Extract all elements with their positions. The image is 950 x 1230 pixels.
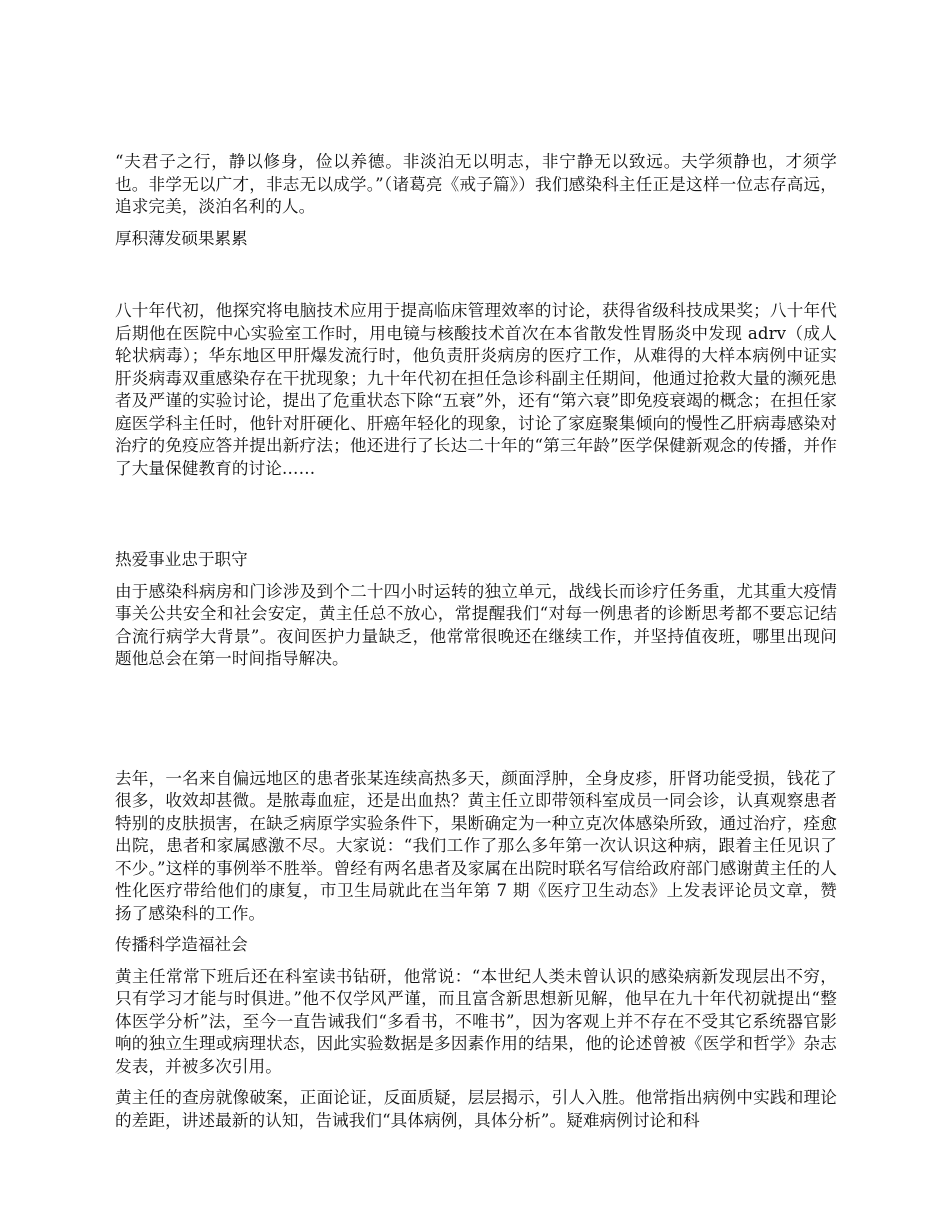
section-heading-achievements: 厚积薄发硕果累累	[115, 228, 248, 248]
spacer	[115, 925, 837, 934]
section-heading-science: 传播科学造福社会	[115, 935, 248, 954]
spacer	[115, 219, 837, 228]
spacer	[115, 250, 837, 300]
spacer	[115, 957, 837, 966]
paragraph-achievements: 八十年代初，他探究将电脑技术应用于提高临床管理效率的讨论，获得省级科技成果奖；八十年代后期他在医院中心实验室工作时，用电镜与核酸技术首次在本省散发性胃肠炎中发现 adrv（成人轮状病毒）；华东地区甲肝爆发流行时，他负责肝炎病房的医疗工作，从难得的大样本病例中证实肝炎病毒双重感染存在干扰现象；九十年代初在担任急诊科副主任期间，他通过抢救大量的濒死患者及严谨的实验讨论，提出了危重状态下除“五衰”外，还有“第六衰”即免疫衰竭的概念；在担任家庭医学科主任时，他针对肝硬化、肝癌年轻化的现象，讨论了家庭聚集倾向的慢性乙肝病毒感染对治疗的免疫应答并提出新疗法；他还进行了长达二十年的“第三年龄”医学保健新观念的传播，并作了大量保健教育的讨论……	[115, 301, 837, 478]
spacer	[115, 671, 837, 768]
document-body	[115, 151, 837, 1132]
spacer	[115, 480, 837, 549]
paragraph-science: 黄主任常常下班后还在科室读书钻研，他常说：“本世纪人类未曾认识的感染病新发现层出不穷，只有学习才能与时俱进。”他不仅学风严谨，而且富含新思想新见解，他早在九十年代初就提出“整体医学分析”法，至今一直告诫我们“多看书，不唯书”，因为客观上并不存在不受其它系统器官影响的独立生理或病理状态，因此实验数据是多因素作用的结果，他的论述曾被《医学和哲学》杂志发表，并被多次引用。	[115, 966, 837, 1076]
paragraph-dedication: 由于感染科病房和门诊涉及到个二十四小时运转的独立单元，战线长而诊疗任务重，尤其重大疫情事关公共安全和社会安定，黄主任总不放心，常提醒我们“对每一例患者的诊断思考都不要忘记结合流行病学大背景”。夜间医护力量缺乏，他常常很晚还在继续工作，并坚持值夜班，哪里出现问题他总会在第一时间指导解决。	[115, 581, 837, 668]
spacer	[115, 1078, 837, 1087]
paragraph-case-story: 去年，一名来自偏远地区的患者张某连续高热多天，颜面浮肿，全身皮疹，肝肾功能受损，钱花了很多，收效却甚微。是脓毒血症，还是出血热？黄主任立即带领科室成员一同会诊，认真观察患者特别的皮肤损害，在缺乏病原学实验条件下，果断确定为一种立克次体感染所致，通过治疗，痊愈出院，患者和家属感激不尽。大家说：“我们工作了那么多年第一次认识这种病，跟着主任见识了不少。”这样的事例举不胜举。曾经有两名患者及家属在出院时联名写信给政府部门感谢黄主任的人性化医疗带给他们的康复，市卫生局就此在当年第 7 期《医疗卫生动态》上发表评论员文章，赞扬了感染科的工作。	[115, 768, 837, 923]
paragraph-rounds: 黄主任的查房就像破案，正面论证，反面质疑，层层揭示，引人入胜。他常指出病例中实践和理论的差距，讲述最新的认知，告诫我们“具体病例，具体分析”。疑难病例讨论和科	[115, 1088, 837, 1130]
section-heading-dedication: 热爱事业忠于职守	[115, 550, 248, 569]
paragraph-intro: “夫君子之行，静以修身，俭以养德。非淡泊无以明志，非宁静无以致远。夫学须静也，才须学也。非学无以广才，非志无以成学。”（诸葛亮《戒子篇》）我们感染科主任正是这样一位志存高远，追求完美，淡泊名利的人。	[115, 152, 837, 216]
spacer	[115, 572, 837, 581]
